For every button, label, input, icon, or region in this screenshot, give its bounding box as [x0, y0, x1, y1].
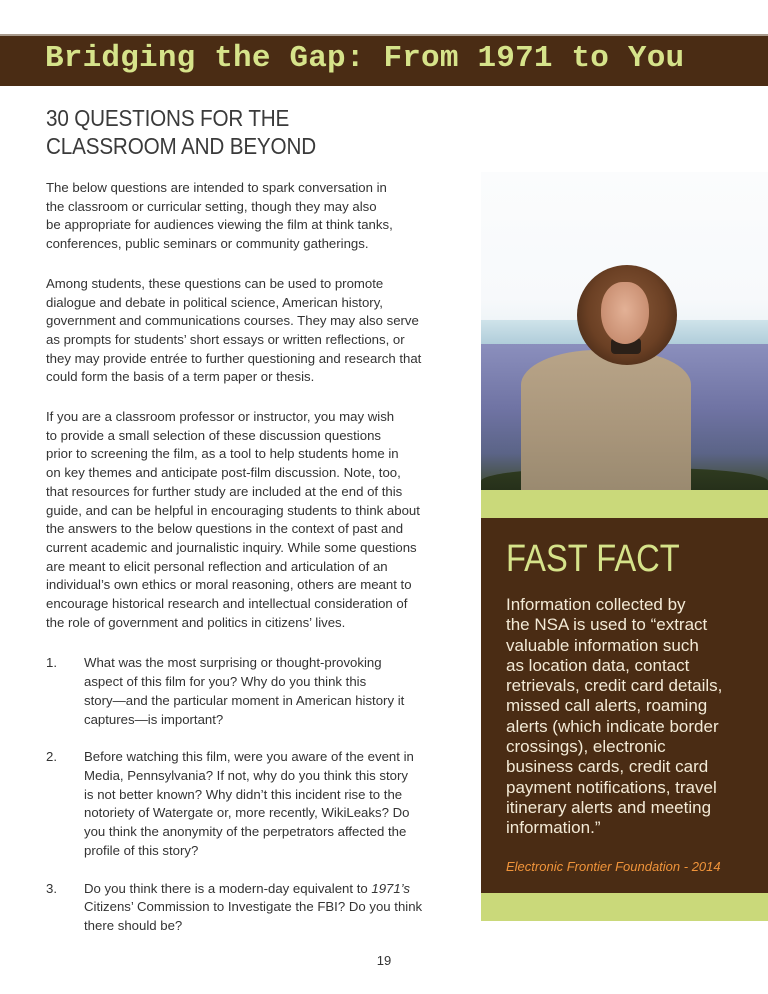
text-line: there should be? — [84, 917, 183, 933]
italic-title: 1971’s — [371, 880, 410, 896]
question-item — [46, 748, 446, 860]
text-line: current academic and journalistic inquiry. While some questions — [46, 539, 417, 555]
question-number: 3. — [46, 880, 57, 896]
text-line: as location data, contact — [506, 655, 690, 675]
intro-paragraph — [46, 179, 446, 254]
text-line: individual’s own ethics or moral reasoning, others are meant to — [46, 577, 412, 593]
text-line: government and communications courses. They may also serve — [46, 313, 419, 329]
question-text — [84, 748, 414, 860]
text-line: is not better known? Why didn’t this incident rise to the — [84, 786, 403, 802]
text-line: itinerary alerts and meeting — [506, 797, 712, 817]
text-line: that resources for further study are included at the end of this — [46, 483, 403, 499]
section-title — [46, 104, 451, 160]
text-line: you think the anonymity of the perpetrators affected the — [84, 824, 407, 840]
text-line: profile of this story? — [84, 842, 199, 858]
text-line: could form the basis of a term paper or thesis. — [46, 369, 315, 385]
text-line: story—and the particular moment in American history it — [84, 692, 405, 708]
sidebar-photo — [481, 172, 768, 490]
text-line: prior to screening the film, as a tool to help students home in — [46, 446, 399, 462]
page-header-title: Bridging the Gap: From 1971 to You — [45, 41, 685, 76]
text-line: the role of government and politics in citizens’ lives. — [46, 614, 346, 630]
text-line: Information collected by — [506, 595, 686, 614]
text-line: the answers to the below questions in the context of past and — [46, 521, 404, 537]
photo-face — [601, 282, 649, 344]
text-line: The below questions are intended to spark conversation in — [46, 180, 387, 195]
text-line: crossings), electronic — [506, 737, 666, 757]
text-line: on key themes and anticipate post-film discussion. Note, too, — [46, 465, 401, 481]
text-line: If you are a classroom professor or instructor, you may wish — [46, 409, 395, 425]
text-line: the NSA is used to “extract — [506, 615, 708, 635]
question-item — [46, 880, 446, 936]
text-line: the classroom or curricular setting, though they may also — [46, 198, 377, 214]
text-line: valuable information such — [506, 635, 699, 655]
text-line: aspect of this film for you? Why do you think this — [84, 674, 367, 690]
text-line: notoriety of Watergate or, more recently, WikiLeaks? Do — [84, 805, 410, 821]
text-line: business cards, credit card — [506, 757, 709, 777]
text-line: Citizens’ Commission to Investigate the FBI? Do you think — [84, 899, 423, 915]
text-line: Media, Pennsylvania? If not, why do you think this story — [84, 767, 408, 783]
text-line: to provide a small selection of these discussion questions — [46, 427, 381, 443]
photo-sweater — [521, 350, 691, 490]
fast-fact-body — [506, 595, 746, 839]
sidebar — [481, 172, 768, 921]
section-title-line: 30 QUESTIONS FOR THE — [46, 105, 290, 131]
question-item — [46, 654, 446, 729]
text-line: they may provide entrée to further questioning and research that — [46, 350, 422, 366]
text-line: dialogue and debate in political science, American history, — [46, 294, 383, 310]
accent-band — [481, 893, 768, 921]
text-line: What was the most surprising or thought-provoking — [84, 655, 382, 671]
fast-fact-title: FAST FACT — [506, 538, 680, 580]
text-line: Before watching this film, were you aware of the event in — [84, 749, 414, 765]
text-line — [84, 880, 422, 899]
text-prefix: Do you think there is a modern-day equivalent to — [84, 880, 372, 896]
fast-fact-source: Electronic Frontier Foundation - 2014 — [506, 858, 721, 874]
section-title-line: CLASSROOM AND BEYOND — [46, 133, 316, 159]
text-line: captures—is important? — [84, 711, 224, 727]
text-line: information.” — [506, 818, 601, 838]
students-paragraph — [46, 275, 446, 387]
text-line: retrievals, credit card details, — [506, 676, 723, 696]
text-line: alerts (which indicate border — [506, 716, 719, 736]
question-text — [84, 654, 404, 729]
question-list — [46, 654, 446, 935]
text-line: payment notifications, travel — [506, 777, 717, 797]
fast-fact-box — [481, 518, 768, 893]
page-number: 19 — [376, 953, 392, 968]
text-line: guide, and can be helpful in encouraging students to think about — [46, 502, 420, 518]
text-line: Among students, these questions can be used to promote — [46, 275, 384, 291]
text-line: conferences, public seminars or community gatherings. — [46, 236, 369, 252]
text-line: encourage historical research and intellectual consideration of — [46, 596, 408, 612]
question-number: 2. — [46, 749, 57, 765]
main-column — [46, 104, 446, 955]
accent-band — [481, 490, 768, 518]
question-text — [84, 880, 422, 936]
text-line: missed call alerts, roaming — [506, 696, 708, 716]
question-number: 1. — [46, 655, 57, 671]
header-band — [0, 34, 768, 86]
text-line: as prompts for students’ short essays or written reflections, or — [46, 331, 405, 347]
text-line: be appropriate for audiences viewing the film at think tanks, — [46, 217, 393, 233]
text-line: are meant to elicit personal reflection and articulation of an — [46, 558, 388, 574]
instructor-paragraph — [46, 408, 446, 632]
